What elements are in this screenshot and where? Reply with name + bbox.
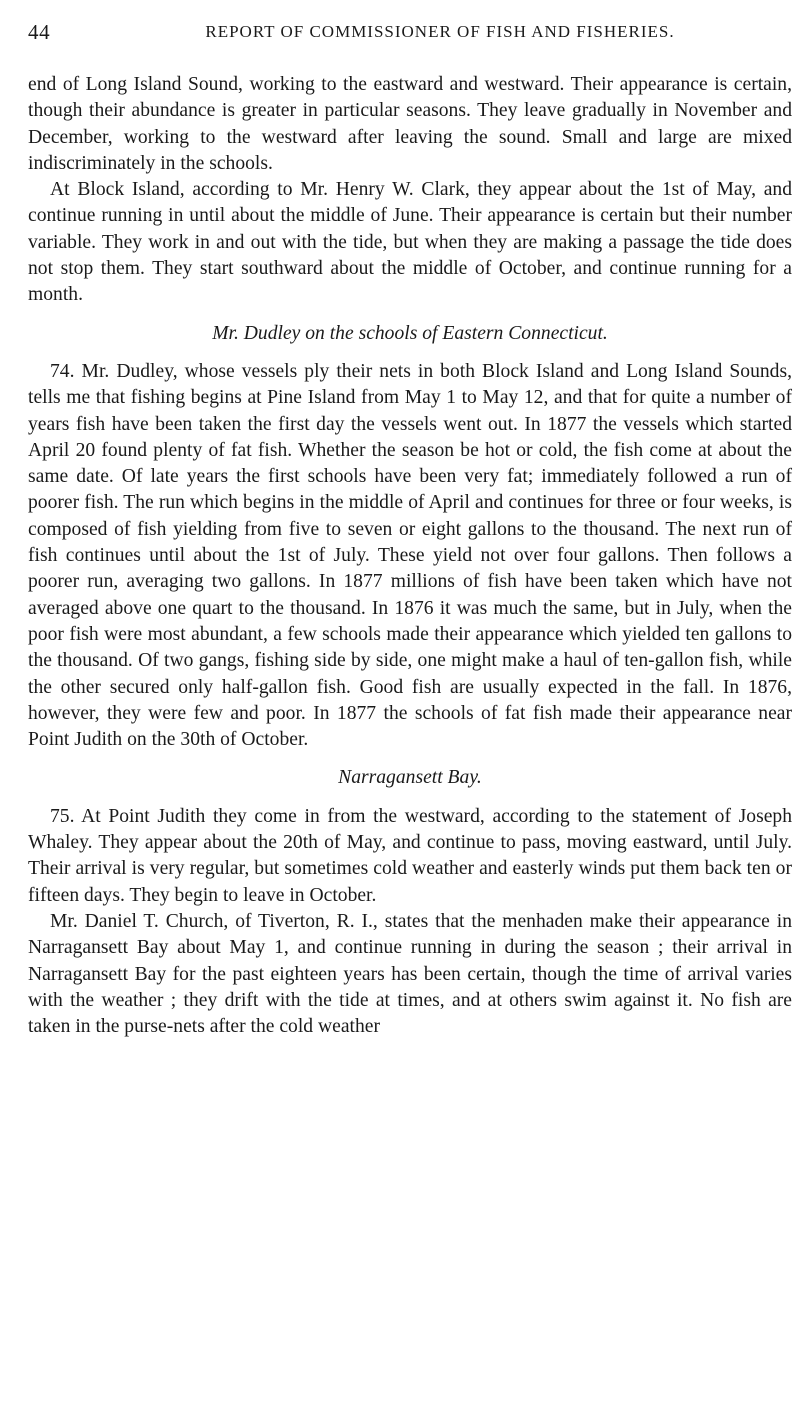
paragraph-continued: end of Long Island Sound, working to the eastward and westward. Their appearance is certain, though their abundance is greater in particular seasons. They leave gradually in November and December, working to the westward after leaving the sound. Small and large are mixed indiscriminately in the schools. — [28, 74, 792, 174]
paragraph-74: 74. Mr. Dudley, whose vessels ply their nets in both Block Island and Long Island Sounds, tells me that fishing begins at Pine Island from May 1 to May 12, and that for quite a number of years fish have been taken the first day the vessels went out. In 1877 the vessels which started April 20 found plenty of fat fish. Whether the season be hot or cold, the fish come at about the same date. Of late years the first schools have been very fat; immediately followed a run of poorer fish. The run which begins in the middle of April and continues for three or four weeks, is composed of fish yielding from five to seven or eight gallons to the thousand. The next run of fish continues until about the 1st of July. These yield not over four gallons. Then follows a poorer run, averaging two gallons. In 1877 millions of fish have been taken which have not averaged above one quart to the thousand. In 1876 it was much the same, but in July, when the poor fish were most abundant, a few schools made their appearance which yielded ten gallons to the thousand. Of two gangs, fishing side by side, one might make a haul of ten-gallon fish, while the other secured only half-gallon fish. Good fish are usually expected in the fall. In 1876, however, they were few and poor. In 1877 the schools of fat fish made their appearance near Point Judith on the 30th of October. — [28, 360, 792, 751]
page-number: 44 — [28, 20, 51, 44]
section-heading-dudley: Mr. Dudley on the schools of Eastern Connecticut. — [212, 322, 608, 344]
paragraph-church: Mr. Daniel T. Church, of Tiverton, R. I., states that the menhaden make their appearance in Narragansett Bay about May 1, and continue running in during the season ; their arrival in Narragansett Bay for the past eighteen years has been certain, though the time of arrival varies with the weather ; they drift with the tide at times, and at others swim against it. No fish are taken in the purse-nets after the cold weather — [28, 910, 792, 1038]
body-text — [28, 72, 792, 1040]
running-head-title: REPORT OF COMMISSIONER OF FISH AND FISHERIES. — [205, 22, 675, 41]
running-head — [28, 16, 792, 46]
paragraph-75: 75. At Point Judith they come in from the westward, according to the statement of Joseph Whaley. They appear about the 20th of May, and continue to pass, moving eastward, until July. Their arrival is very regular, but sometimes cold weather and easterly winds put them back ten or fifteen days. They begin to leave in October. — [28, 805, 792, 906]
paragraph-block-island: At Block Island, according to Mr. Henry W. Clark, they appear about the 1st of May, and continue running in until about the middle of June. Their appearance is certain but their number variable. They work in and out with the tide, but when they are making a passage the tide does not stop them. They start southward about the middle of October, and continue running for a month. — [28, 179, 792, 306]
section-heading-narragansett: Narragansett Bay. — [338, 767, 482, 789]
